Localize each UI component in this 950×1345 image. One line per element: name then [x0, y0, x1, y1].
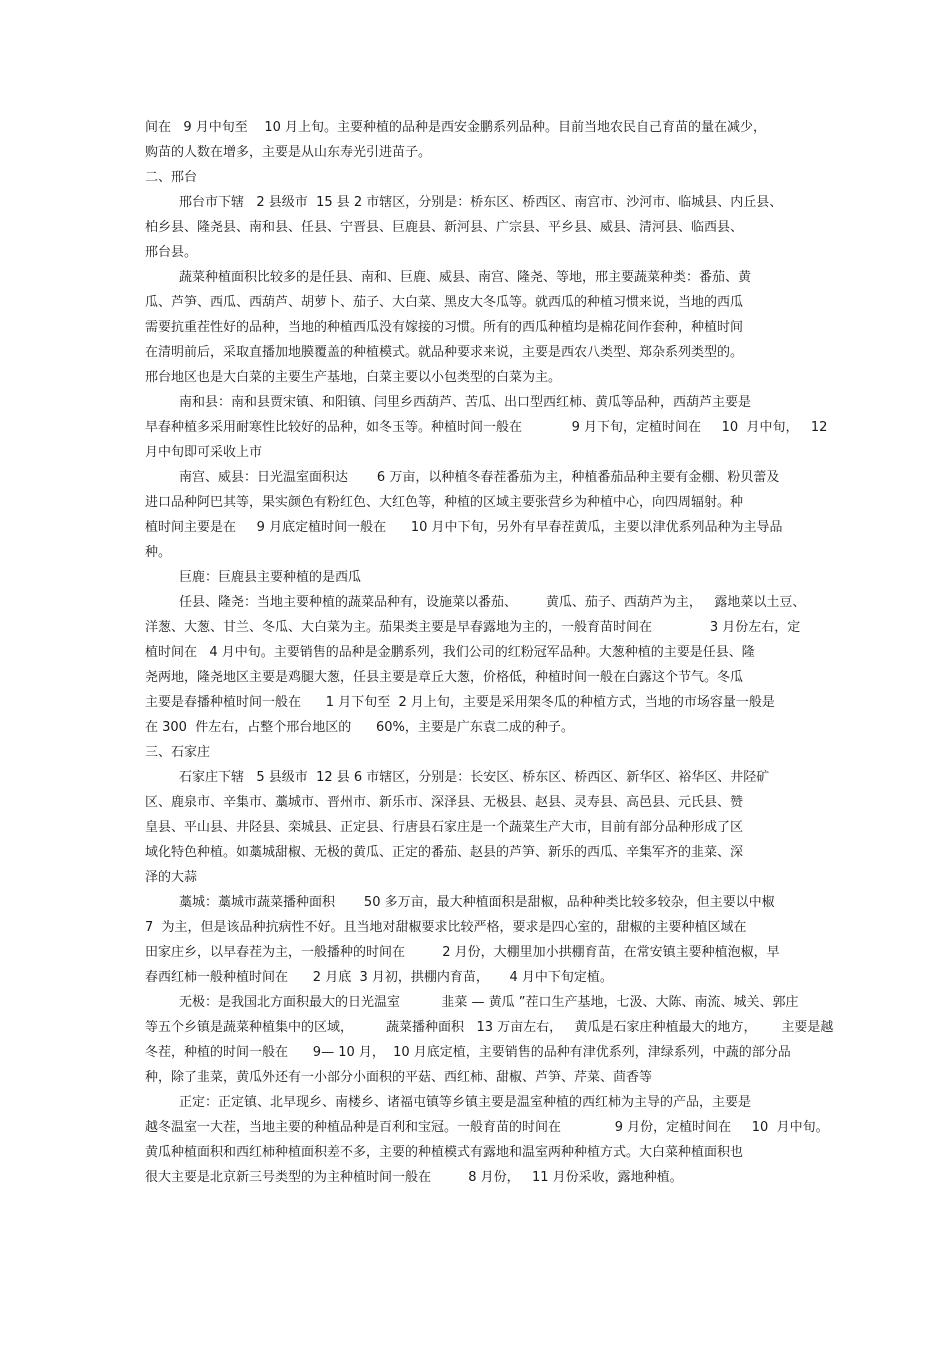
text-line: 域化特色种植。如藁城甜椒、无极的黄瓜、正定的番茄、赵县的芦笋、新乐的西瓜、辛集军齐的韭菜、深 [145, 845, 744, 860]
text-line: 洋葱、大葱、甘兰、冬瓜、大白菜为主。茄果类主要是早春露地为主的，一般育苗时间在 3 月份左右，定 [145, 620, 801, 635]
text-line: 冬茬，种植的时间一般在 9— 10 月， 10 月底定植，主要销售的品种有津优系列，津绿系列，中蔬的部分品 [145, 1045, 791, 1060]
text-line: 主要是春播种植时间一般在 1 月下旬至 2 月上旬，主要是采用架冬瓜的种植方式，当地的市场容量一般是 [145, 695, 775, 710]
text-line: 尧两地，隆尧地区主要是鸡腿大葱，任县主要是章丘大葱，价格低，种植时间一般在白露这个节气。冬瓜 [145, 670, 744, 685]
text-line: 种。 [145, 545, 172, 560]
paragraph-line: 藁城：藁城市蔬菜播种面积 50 多万亩，最大种植面积是甜椒，品种种类比较多较杂，但主要以中椒 [179, 895, 775, 910]
text-line: 黄瓜种植面积和西红柿种植面积差不多，主要的种植模式有露地和温室两种种植方式。大白菜种植面积也 [145, 1145, 744, 1160]
text-line: 区、鹿泉市、辛集市、藁城市、晋州市、新乐市、深泽县、无极县、赵县、灵寿县、高邑县、元氏县、赞 [145, 795, 744, 810]
text-line: 种，除了韭菜，黄瓜外还有一小部分小面积的平菇、西红柿、甜椒、芦笋、芹菜、茴香等 [145, 1070, 653, 1085]
paragraph-line: 正定：正定镇、北早现乡、南楼乡、诸福屯镇等乡镇主要是温室种植的西红柿为主导的产品，主要是 [179, 1095, 752, 1110]
text-line: 邢台地区也是大白菜的主要生产基地，白菜主要以小包类型的白菜为主。 [145, 370, 562, 385]
paragraph-line: 石家庄下辖 5 县级市 12 县 6 市辖区，分别是：长安区、桥东区、桥西区、新华区、裕华区、井陉矿 [179, 770, 770, 785]
text-line: 很大主要是北京新三号类型的为主种植时间一般在 8 月份， 11 月份采收，露地种植。 [145, 1170, 683, 1185]
paragraph-line: 南宫、威县：日光温室面积达 6 万亩，以种植冬春茬番茄为主，种植番茄品种主要有金棚、粉贝蕾及 [179, 470, 780, 485]
text-line: 购苗的人数在增多，主要是从山东寿光引进苗子。 [145, 145, 432, 160]
paragraph-line: 南和县：南和县贾宋镇、和阳镇、闫里乡西葫芦、苦瓜、出口型西红柿、黄瓜等品种，西葫芦主要是 [179, 395, 752, 410]
text-line: 植时间主要是在 9 月底定植时间一般在 10 月中下旬，另外有早春茬黄瓜，主要以津优系列品种为主导品 [145, 520, 783, 535]
paragraph-line: 任县、隆尧：当地主要种植的蔬菜品种有，设施菜以番茄、 黄瓜、茄子、西葫芦为主， 露地菜以土豆、 [179, 595, 806, 610]
text-line: 春西红柿一般种植时间在 2 月底 3 月初，拱棚内育苗， 4 月中下旬定植。 [145, 970, 613, 985]
text-line: 早春种植多采用耐寒性比较好的品种，如冬玉等。种植时间一般在 9 月下旬，定植时间在 10 月中旬， 12 [145, 420, 828, 435]
paragraph-line: 邢台市下辖 2 县级市 15 县 2 市辖区，分别是：桥东区、桥西区、南宫市、沙河市、临城县、内丘县、 [179, 195, 783, 210]
text-line: 等五个乡镇是蔬菜种植集中的区域， 蔬菜播种面积 13 万亩左右， 黄瓜是石家庄种植最大的地方， 主要是越 [145, 1020, 834, 1035]
paragraph-line: 无极：是我国北方面积最大的日光温室 韭菜 — 黄瓜 ”茬口生产基地，七汲、大陈、南流、城关、郭庄 [179, 995, 799, 1010]
text-line: 进口品种阿巴其等，果实颜色有粉红色、大红色等，种植的区域主要张营乡为种植中心，向四周辐射。种 [145, 495, 744, 510]
text-line: 在 300 件左右，占整个邢台地区的 60%，主要是广东袁二成的种子。 [145, 720, 574, 735]
text-line: 邢台县。 [145, 245, 198, 260]
section-heading-shijiazhuang: 三、石家庄 [145, 745, 211, 760]
text-line: 在清明前后，采取直播加地膜覆盖的种植模式。就品种要求来说，主要是西农八类型、郑杂系列类型的。 [145, 345, 744, 360]
paragraph-line: 蔬菜种植面积比较多的是任县、南和、巨鹿、威县、南宫、隆尧、等地，邢主要蔬菜种类：番茄、黄 [179, 270, 752, 285]
text-line: 越冬温室一大茬，当地主要的种植品种是百利和宝冠。一般育苗的时间在 9 月份，定植时间在 10 月中旬。 [145, 1120, 829, 1135]
text-line: 植时间在 4 月中旬。主要销售的品种是金鹏系列，我们公司的红粉冠军品种。大葱种植的主要是任县、隆 [145, 645, 755, 660]
section-heading-xingtai: 二、邢台 [145, 170, 198, 185]
text-line: 田家庄乡，以早春茬为主，一般播种的时间在 2 月份，大棚里加小拱棚育苗，在常安镇主要种植泡椒，早 [145, 945, 780, 960]
text-line: 间在 9 月中旬至 10 月上旬。主要种植的品种是西安金鹏系列品种。目前当地农民自己育苗的量在减少， [145, 120, 767, 135]
text-line: 需要抗重茬性好的品种，当地的种植西瓜没有嫁接的习惯。所有的西瓜种植均是棉花间作套种，种植时间 [145, 320, 744, 335]
text-line: 皇县、平山县、井陉县、栾城县、正定县、行唐县石家庄是一个蔬菜生产大市，目前有部分品种形成了区 [145, 820, 744, 835]
text-line: 泽的大蒜 [145, 870, 198, 885]
text-line: 瓜、芦笋、西瓜、西葫芦、胡萝卜、茄子、大白菜、黑皮大冬瓜等。就西瓜的种植习惯来说，当地的西瓜 [145, 295, 744, 310]
text-line: 柏乡县、隆尧县、南和县、任县、宁晋县、巨鹿县、新河县、广宗县、平乡县、威县、清河县、临西县、 [145, 220, 744, 235]
text-line: 7 为主，但是该品种抗病性不好。且当地对甜椒要求比较严格，要求是四心室的，甜椒的主要种植区域在 [145, 920, 747, 935]
paragraph-line: 巨鹿：巨鹿县主要种植的是西瓜 [179, 570, 362, 585]
text-line: 月中旬即可采收上市 [145, 445, 263, 460]
